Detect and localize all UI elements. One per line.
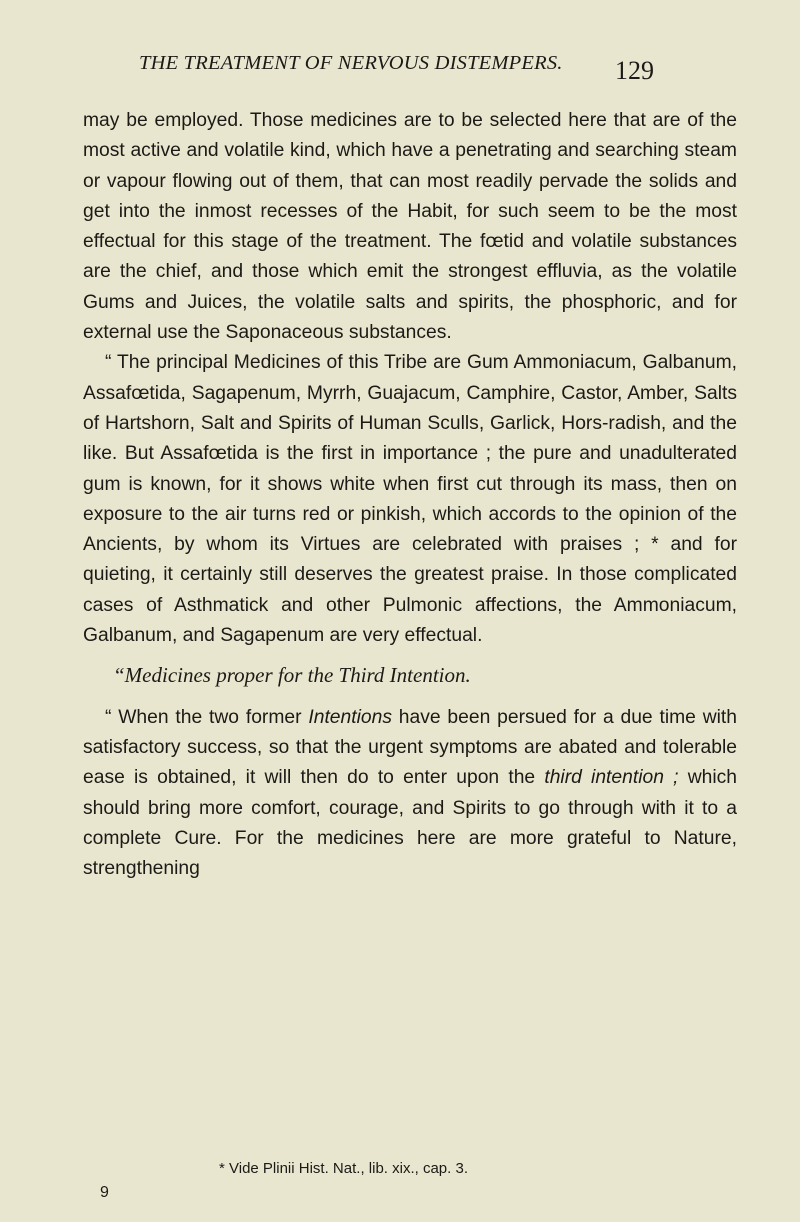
paragraph-continued: may be employed. Those medicines are to be selected here that are of the most active and volatile kind, which have a penetrating and searching steam or vapour flowing out of them, that can most readily pervade the solids and get into the inmost recesses of the Habit, for such seem to be the most effectual for this stage of the treatment. The fœtid and volatile substances are the chief, and those which emit the strongest effluvia, as the volatile Gums and Juices, the volatile salts and spirits, the phosphoric, and for external use the Saponaceous substances. — [83, 110, 737, 344]
running-head-title: THE TREATMENT OF NERVOUS DISTEMPERS. — [139, 52, 563, 74]
text-run: have been persued for a due time with satisfactory success, so that the urgent symptoms are abated and tolerable ease is obtained, it will then do to enter upon the — [83, 706, 737, 789]
paragraph-third-intention — [83, 703, 737, 885]
text-run: which should bring more comfort, courage, and Spirits to go through with it to a complete Cure. For the medicines here are more grateful to Nature, strengthening — [83, 767, 737, 880]
text-run: “ When the two former — [105, 706, 309, 728]
paragraph-principal-medicines: “ The principal Medicines of this Tribe are Gum Ammoniacum, Galbanum, Assafœtida, Sagapenum, Myrrh, Guajacum, Camphire, Castor, Amber, Salts of Hartshorn, Salt and Spirits of Human Sculls, Garlick, Hors-radish, and the like. But Assafœtida is the first in importance ; the pure and unadulterated gum is known, for it shows white when first cut through its mass, then on exposure to the air turns red or pinkish, which accords to the opinion of the Ancients, by whom its Virtues are celebrated with praises ; * and for quieting, it certainly still deserves the greatest praise. In those complicated cases of Asthmatick and other Pulmonic affections, the Ammoniacum, Galbanum, and Sagapenum are very effectual. — [83, 352, 737, 647]
footnote: * Vide Plinii Hist. Nat., lib. xix., cap. 3. — [219, 1160, 468, 1177]
body-text — [83, 106, 737, 884]
section-heading: “Medicines proper for the Third Intention. — [113, 663, 471, 688]
italic-run: Intentions — [308, 706, 392, 728]
signature-mark: 9 — [100, 1184, 109, 1201]
page-number: 129 — [615, 56, 654, 85]
italic-run: third intention ; — [544, 767, 679, 789]
